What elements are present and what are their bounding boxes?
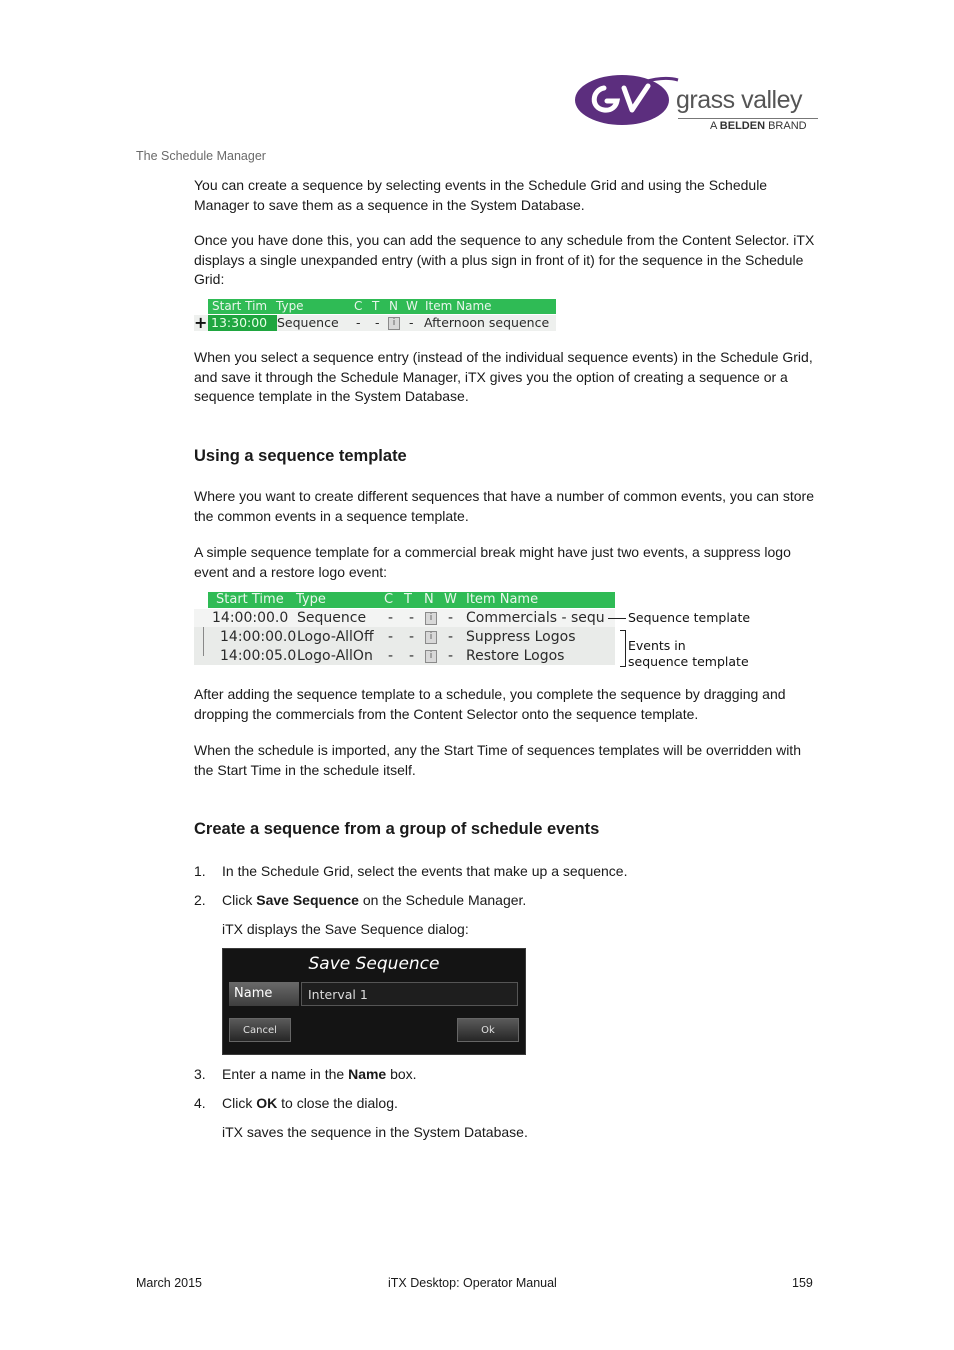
row-type: Logo-AllOn xyxy=(297,648,373,664)
step-text-post: on the Schedule Manager. xyxy=(358,892,527,908)
tagline-prefix: A xyxy=(710,120,717,132)
tagline-belden: BELDEN xyxy=(719,120,766,132)
row-type: Sequence xyxy=(277,315,339,330)
callout-events-label-1: Events in xyxy=(628,638,686,653)
col-item-name: Item Name xyxy=(466,592,539,607)
paragraph-drag-drop: After adding the sequence template to a schedule, you complete the sequence by dragging and dropping the commercials from the Content Selector onto the sequence template. xyxy=(194,686,786,722)
step-number: 1. xyxy=(194,863,206,879)
page-number: 159 xyxy=(792,1276,813,1290)
row-c: - xyxy=(388,610,394,626)
row-start-time: 14:00:00.0 xyxy=(220,629,297,645)
callout-bracket-events xyxy=(620,630,626,667)
heading-create-sequence: Create a sequence from a group of schedule events xyxy=(194,820,600,838)
ok-button[interactable]: Ok xyxy=(457,1018,519,1042)
footer-title: iTX Desktop: Operator Manual xyxy=(388,1276,557,1290)
step-text: In the Schedule Grid, select the events that make up a sequence. xyxy=(222,863,628,879)
cancel-button[interactable]: Cancel xyxy=(229,1018,291,1042)
col-w: W xyxy=(444,592,457,607)
grid-body xyxy=(194,609,615,665)
table-row[interactable] xyxy=(194,628,615,646)
row-w: - xyxy=(448,629,454,645)
logo-tagline xyxy=(710,120,807,132)
row-c: - xyxy=(388,629,394,645)
schedule-grid-collapsed xyxy=(194,299,558,332)
step-text-post: to close the dialog. xyxy=(277,1095,398,1111)
step-text-post: box. xyxy=(386,1066,417,1082)
row-t: - xyxy=(409,610,415,626)
step-text xyxy=(222,891,526,910)
row-type: Sequence xyxy=(297,610,367,626)
col-type: Type xyxy=(276,299,304,313)
grid-header-row xyxy=(208,592,615,608)
info-icon: i xyxy=(388,317,400,330)
step-2-note: iTX displays the Save Sequence dialog: xyxy=(222,921,469,937)
step-number: 3. xyxy=(194,1066,206,1082)
tagline-suffix: BRAND xyxy=(768,120,807,132)
row-start-time: 14:00:05.0 xyxy=(220,648,297,664)
row-w: - xyxy=(448,610,454,626)
step-text-pre: Click xyxy=(222,1095,257,1111)
step-text-bold: OK xyxy=(256,1095,278,1111)
callout-events-label-2: sequence template xyxy=(628,654,749,669)
step-4-note: iTX saves the sequence in the System Database. xyxy=(222,1124,528,1140)
row-item-name: Restore Logos xyxy=(466,648,565,664)
paragraph-intro: You can create a sequence by selecting events in the Schedule Grid and using the Schedule Manager to save them as a sequence in the System Database. xyxy=(194,177,768,213)
paragraph-content-selector: Once you have done this, you can add the sequence to any schedule from the Content Selector. iTX displays a single unexpanded entry (with a plus sign in front of it) for the sequence in the Schedule Grid: xyxy=(194,232,815,288)
col-t: T xyxy=(404,592,412,607)
row-t: - xyxy=(409,648,415,664)
paragraph-import-override: When the schedule is imported, any the Start Time of sequences templates will be overridden with the Start Time in the schedule itself. xyxy=(194,742,801,778)
schedule-grid-template xyxy=(194,592,754,667)
paragraph-common-events: Where you want to create different sequences that have a number of common events, you can store the common events in a sequence template. xyxy=(194,488,814,524)
col-item-name: Item Name xyxy=(425,299,492,313)
step-text-bold: Save Sequence xyxy=(256,892,359,908)
table-row[interactable] xyxy=(194,609,615,627)
paragraph-simple-template: A simple sequence template for a commercial break might have just two events, a suppress logo event and a restore logo event: xyxy=(194,544,791,580)
grid-header-row xyxy=(208,299,556,314)
name-input[interactable]: Interval 1 xyxy=(301,982,518,1006)
col-c: C xyxy=(384,592,394,607)
table-row[interactable] xyxy=(194,647,615,665)
info-icon: i xyxy=(425,650,437,663)
row-start-time: 14:00:00.0 xyxy=(212,610,289,626)
running-head: The Schedule Manager xyxy=(136,149,266,163)
gv-logo-icon xyxy=(574,72,680,128)
col-type: Type xyxy=(296,592,326,607)
col-start-time: Start Time xyxy=(216,592,284,607)
paragraph-save-option: When you select a sequence entry (instead of the individual sequence events) in the Schedule Grid, and save it through the Schedule Manager, iTX gives you the option of creating a sequence or a sequence template in the System Database. xyxy=(194,349,813,405)
step-text-bold: Name xyxy=(348,1066,387,1082)
step-text xyxy=(222,1094,398,1113)
step-text xyxy=(222,1065,417,1084)
row-item-name: Afternoon sequence xyxy=(424,315,550,330)
table-row[interactable] xyxy=(194,315,556,331)
step-number: 4. xyxy=(194,1095,206,1111)
row-t: - xyxy=(375,315,380,330)
row-t: - xyxy=(409,629,415,645)
expand-plus-icon[interactable]: + xyxy=(194,313,208,332)
callout-template-label: Sequence template xyxy=(628,610,751,625)
col-n: N xyxy=(389,299,398,313)
callout-line-template xyxy=(608,618,626,619)
heading-sequence-template: Using a sequence template xyxy=(194,447,407,465)
col-n: N xyxy=(424,592,434,607)
col-w: W xyxy=(406,299,418,313)
name-label: Name xyxy=(229,982,299,1006)
step-text-pre: Click xyxy=(222,892,257,908)
row-w: - xyxy=(409,315,414,330)
row-c: - xyxy=(388,648,394,664)
logo-brand-text: grass valley xyxy=(676,86,802,114)
row-item-name: Commercials - sequ xyxy=(466,610,605,626)
logo-underline xyxy=(678,118,818,119)
row-c: - xyxy=(356,315,361,330)
col-start-time: Start Tim xyxy=(212,299,268,313)
grass-valley-logo xyxy=(574,72,824,136)
save-sequence-dialog xyxy=(222,948,526,1055)
row-start-time: 13:30:00 xyxy=(208,315,277,331)
footer-date: March 2015 xyxy=(136,1276,203,1290)
step-text-pre: Enter a name in the xyxy=(222,1066,349,1082)
dialog-title: Save Sequence xyxy=(308,954,440,974)
step-number: 2. xyxy=(194,892,206,908)
row-item-name: Suppress Logos xyxy=(466,629,576,645)
row-type: Logo-AllOff xyxy=(297,629,374,645)
col-t: T xyxy=(372,299,380,313)
row-w: - xyxy=(448,648,454,664)
info-icon: i xyxy=(425,612,437,625)
info-icon: i xyxy=(425,631,437,644)
col-c: C xyxy=(354,299,363,313)
